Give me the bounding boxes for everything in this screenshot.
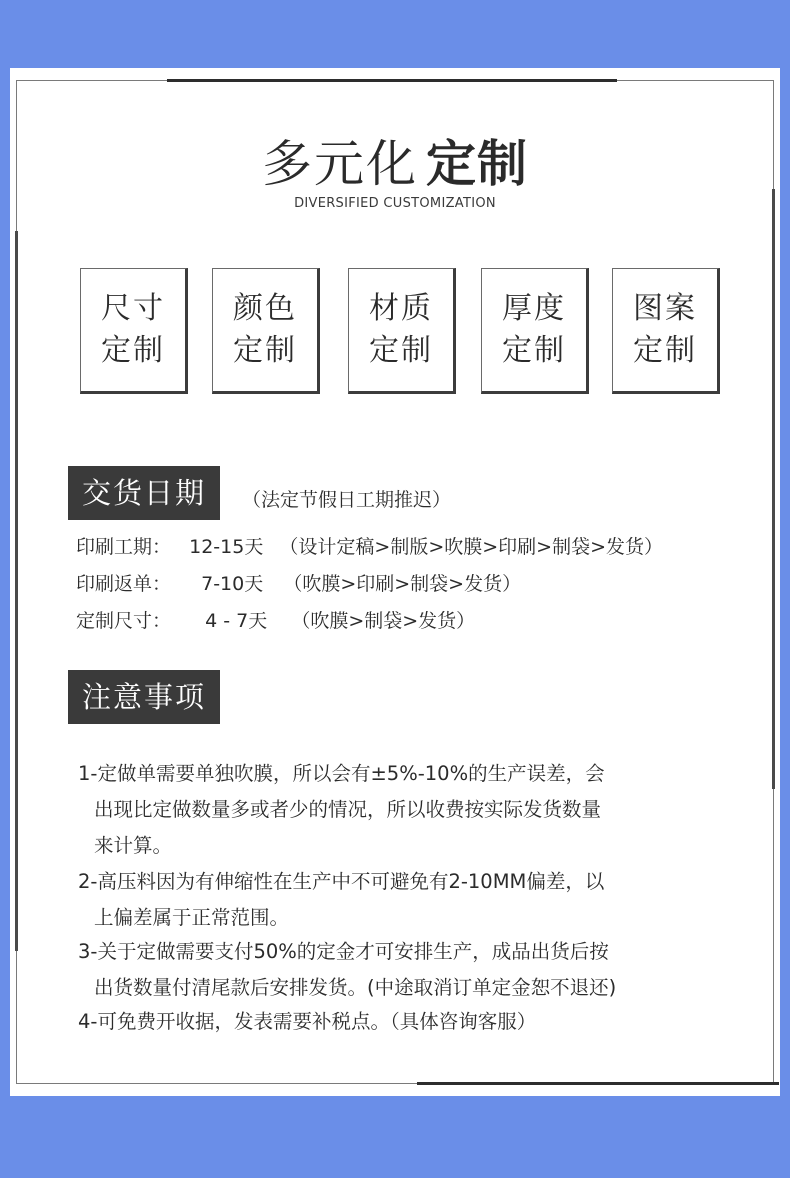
note-line: 1-定做单需要单独吹膜，所以会有±5%-10%的生产误差，会 xyxy=(78,762,605,785)
option-size xyxy=(80,268,188,394)
option-label-line2: 定制 xyxy=(233,333,297,368)
delivery-row xyxy=(76,569,521,596)
note-line: 出货数量付清尾款后安排发货。(中途取消订单定金恕不退还) xyxy=(94,976,617,999)
frame-accent-bottom xyxy=(417,1082,779,1085)
note-line: 来计算。 xyxy=(94,834,173,857)
page-title xyxy=(10,136,780,192)
option-label-line1: 图案 xyxy=(633,291,697,326)
delivery-process: （吹膜>制袋>发货） xyxy=(291,610,476,632)
delivery-heading: 交货日期 xyxy=(68,466,220,520)
note-line: 2-高压料因为有伸缩性在生产中不可避免有2-10MM偏差，以 xyxy=(78,870,605,893)
delivery-process: （设计定稿>制版>吹膜>印刷>制袋>发货） xyxy=(279,536,664,558)
note-item-3 xyxy=(78,934,616,1006)
page-subtitle: DIVERSIFIED CUSTOMIZATION xyxy=(294,196,496,211)
delivery-row xyxy=(76,606,475,633)
option-label-line1: 尺寸 xyxy=(101,291,165,326)
option-pattern xyxy=(612,268,720,394)
note-line: 4-可免费开收据，发表需要补税点。（具体咨询客服） xyxy=(78,1010,537,1033)
option-material xyxy=(348,268,456,394)
option-thickness xyxy=(481,268,589,394)
note-item-4 xyxy=(78,1004,536,1040)
delivery-days: 12-15天 xyxy=(189,536,264,558)
option-label-line2: 定制 xyxy=(369,333,433,368)
title-bold: 定制 xyxy=(426,135,528,193)
delivery-label: 定制尺寸： xyxy=(76,610,172,632)
delivery-row xyxy=(76,532,663,559)
note-item-2 xyxy=(78,864,604,936)
delivery-note: （法定节假日工期推迟） xyxy=(242,489,452,511)
option-label-line1: 颜色 xyxy=(233,291,297,326)
frame-accent-top xyxy=(167,79,617,82)
option-label-line2: 定制 xyxy=(101,333,165,368)
notes-heading: 注意事项 xyxy=(68,670,220,724)
note-line: 出现比定做数量多或者少的情况，所以收费按实际发货数量 xyxy=(94,798,602,821)
option-color xyxy=(212,268,320,394)
delivery-days: 7-10天 xyxy=(201,573,264,595)
note-item-1 xyxy=(78,756,605,864)
option-label-line1: 材质 xyxy=(369,291,433,326)
content-card xyxy=(10,68,780,1096)
option-label-line2: 定制 xyxy=(502,333,566,368)
option-label-line1: 厚度 xyxy=(502,291,566,326)
note-line: 3-关于定做需要支付50%的定金才可安排生产，成品出货后按 xyxy=(78,940,609,963)
delivery-label: 印刷返单： xyxy=(76,573,172,595)
delivery-days: 4 - 7天 xyxy=(205,610,268,632)
delivery-label: 印刷工期： xyxy=(76,536,172,558)
frame-accent-left xyxy=(15,231,18,951)
note-line: 上偏差属于正常范围。 xyxy=(94,906,290,929)
title-light: 多元化 xyxy=(262,135,418,193)
frame-accent-right xyxy=(772,189,775,789)
delivery-process: （吹膜>印刷>制袋>发货） xyxy=(283,573,522,595)
option-label-line2: 定制 xyxy=(633,333,697,368)
